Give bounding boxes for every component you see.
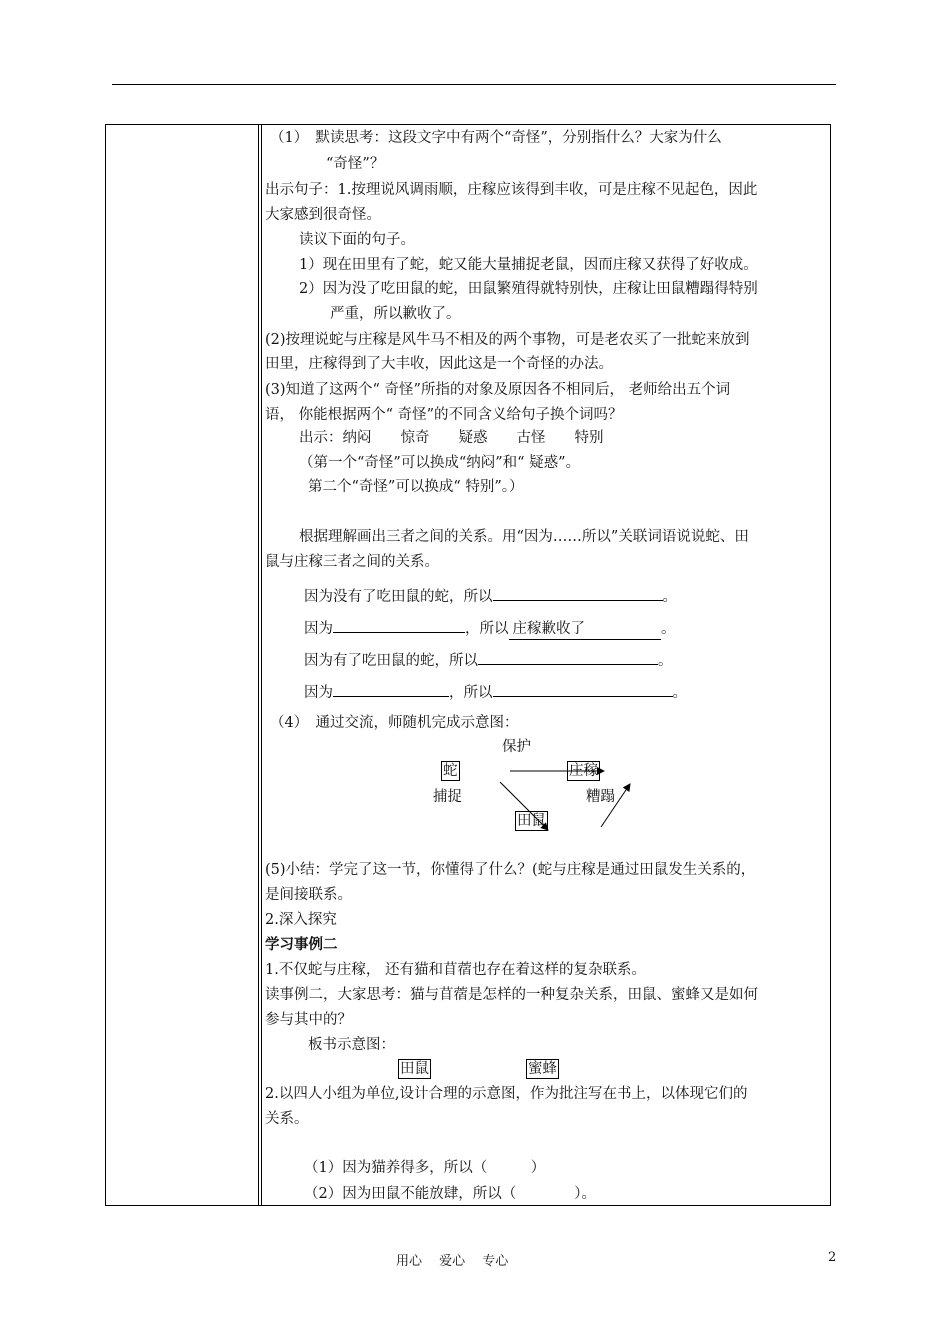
text-line: 关系。: [265, 1111, 309, 1127]
diagram-label-protect: 保护: [502, 739, 531, 755]
text-line: （1）因为猫养得多，所以（ ）: [304, 1160, 546, 1176]
text-line: 1.不仅蛇与庄稼， 还有猫和苜蓿也存在着这样的复杂联系。: [265, 962, 646, 978]
text-line: 2.深入探究: [265, 912, 337, 928]
diagram2-node-mouse: 田鼠: [400, 1061, 429, 1077]
fill-text: 。: [672, 685, 687, 701]
text-line: 鼠与庄稼三者之间的关系。: [265, 554, 439, 570]
diagram-node-snake: 蛇: [443, 763, 458, 779]
fill-text: 因为: [304, 685, 333, 701]
text-line: “奇怪”？: [326, 156, 385, 172]
diagram-label-catch: 捕捉: [433, 789, 462, 805]
text-line: （4） 通过交流，师随机完成示意图：: [270, 715, 519, 731]
text-line: 严重，所以歉收了。: [330, 306, 461, 322]
filled-answer: 庄稼歉收了: [509, 619, 662, 640]
text-line: 参与其中的？: [265, 1012, 352, 1028]
fill-text: ，所以: [449, 685, 493, 701]
fill-text: 。: [662, 589, 677, 605]
diagram-label-ruin: 糟蹋: [586, 789, 615, 805]
text-line: 大家感到很奇怪。: [265, 207, 381, 223]
text-line: 2.以四人小组为单位,设计合理的示意图，作为批注写在书上，以体现它们的: [265, 1086, 748, 1102]
text-line: 根据理解画出三者之间的关系。用“因为……所以”关联词语说说蛇、田: [299, 529, 749, 545]
fill-text: 因为有了吃田鼠的蛇，所以: [304, 653, 478, 669]
text-line: 读议下面的句子。: [299, 232, 415, 248]
word-list: 出示：纳闷 惊奇 疑惑 古怪 特别: [299, 430, 604, 446]
diagram2-node-bee: 蜜蜂: [528, 1061, 557, 1077]
diagram-node-mouse: 田鼠: [517, 813, 546, 829]
page-number: 2: [828, 1250, 837, 1265]
fill-text: 因为: [304, 621, 333, 637]
text-line: 语， 你能根据两个“ 奇怪”的不同含义给句子换个词吗？: [265, 407, 623, 423]
fill-text: ，所以: [465, 621, 509, 637]
text-line: （第一个“奇怪”可以换成“纳闷”和“ 疑惑”。: [299, 455, 581, 471]
text-line: 田里，庄稼得到了大丰收，因此这是一个奇怪的办法。: [265, 356, 613, 372]
fill-text: 因为没有了吃田鼠的蛇，所以: [304, 589, 493, 605]
text-line: （2）因为田鼠不能放肆，所以（ ）。: [304, 1186, 596, 1202]
fill-text: 。: [658, 653, 673, 669]
text-line: （1） 默读思考：这段文字中有两个“奇怪”，分别指什么？大家为什么: [270, 130, 722, 146]
diagram-node-crops: 庄稼: [569, 763, 598, 779]
section-heading: 学习事例二: [265, 937, 338, 953]
arrow-snake-to-mouse: [500, 782, 548, 830]
text-line: 是间接联系。: [265, 887, 352, 903]
fill-text: 。: [661, 621, 676, 637]
text-line: (5)小结：学完了这一节，你懂得了什么？(蛇与庄稼是通过田鼠发生关系的，: [265, 862, 756, 878]
text-line: 出示句子：1.按理说风调雨顺，庄稼应该得到丰收，可是庄稼不见起色，因此: [265, 182, 758, 198]
text-line: 2）因为没了吃田鼠的蛇，田鼠繁殖得就特别快，庄稼让田鼠糟蹋得特别: [299, 281, 758, 297]
arrow-mouse-to-crops: [601, 784, 630, 827]
text-line: 读事例二，大家思考：猫与苜蓿是怎样的一种复杂关系，田鼠、蜜蜂又是如何: [265, 987, 758, 1003]
page-footer: 用心 爱心 专心: [396, 1254, 509, 1269]
text-line: 板书示意图：: [308, 1037, 395, 1053]
text-line: 1）现在田里有了蛇，蛇又能大量捕捉老鼠，因而庄稼又获得了好收成。: [299, 257, 758, 273]
text-line: 第二个“奇怪”可以换成“ 特别”。）: [308, 479, 524, 495]
text-line: (3)知道了这两个“ 奇怪”所指的对象及原因各不相同后， 老师给出五个词: [265, 382, 731, 398]
text-line: (2)按理说蛇与庄稼是风牛马不相及的两个事物，可是老农买了一批蛇来放到: [265, 332, 750, 348]
